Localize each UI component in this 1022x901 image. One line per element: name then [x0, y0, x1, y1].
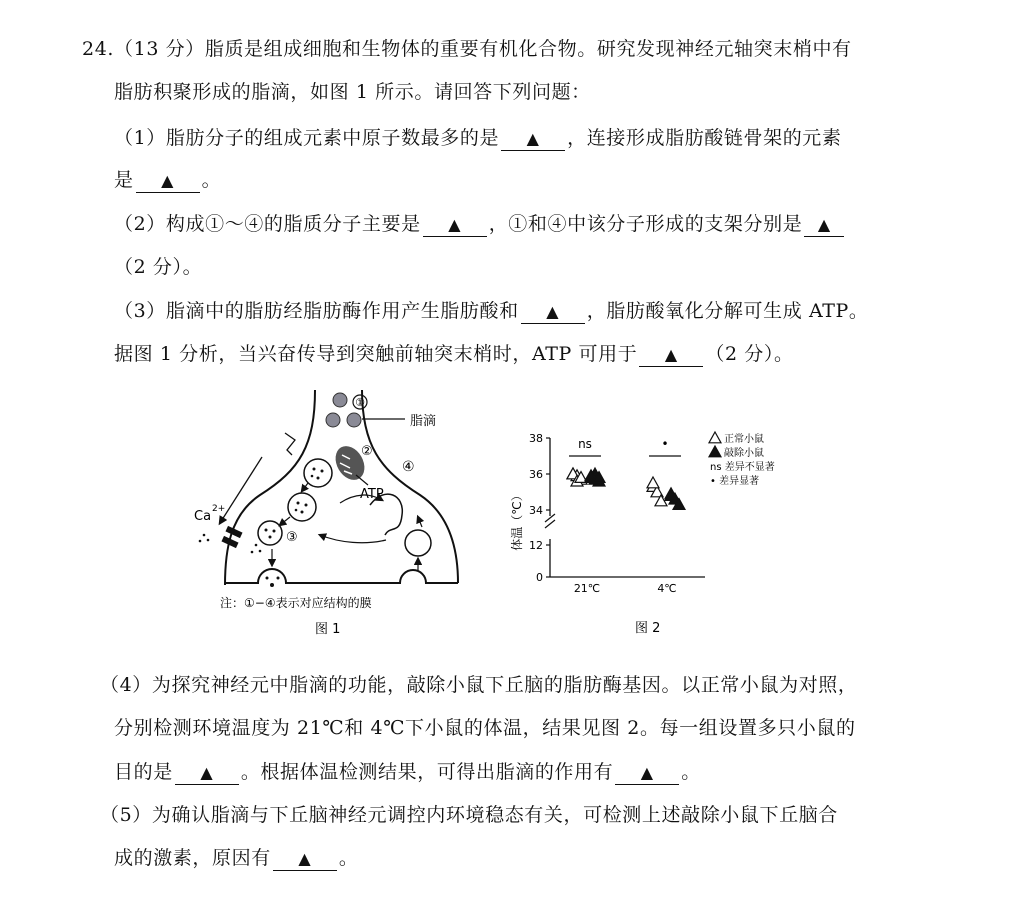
part-4-line-1: [100, 672, 858, 698]
lipid-droplet-2: [326, 413, 340, 427]
answer-blank-1[interactable]: [501, 127, 565, 151]
label-calcium-charge: 2+: [212, 504, 226, 514]
label-1: ①: [355, 396, 365, 409]
part-5-line-1: [100, 802, 838, 828]
figure-2-chart: [505, 420, 825, 645]
question-line-1: [82, 36, 852, 62]
label-lipid-droplet: 脂滴: [410, 414, 437, 429]
question-stem-2: 脂肪积聚形成的脂滴，如图 1 所示。请回答下列问题：: [114, 81, 591, 103]
significance-label: •: [661, 437, 669, 451]
label-3: ③: [286, 530, 298, 545]
part-2-text-c: （2 分）。: [114, 256, 203, 278]
answer-blank-5[interactable]: [521, 300, 585, 324]
vesicle-middle: [288, 493, 316, 521]
question-line-2: [114, 79, 591, 105]
answer-blank-3[interactable]: [423, 213, 487, 237]
part-1-text-d: 。: [201, 169, 222, 191]
part-4-text-a: （4）为探究神经元中脂滴的功能，敲除小鼠下丘脑的脂肪酶基因。以正常小鼠为对照，: [100, 674, 858, 696]
blank-mark: ▲: [161, 171, 175, 190]
significance-label: ns: [578, 437, 592, 451]
answer-blank-4[interactable]: [804, 213, 844, 237]
y-axis-label: 体温（℃）: [510, 489, 524, 551]
y-tick-label: 34: [529, 504, 543, 517]
part-4-text-d: 。根据体温检测结果，可得出脂滴的作用有: [240, 761, 614, 783]
figure-2-caption: 图 2: [635, 621, 661, 636]
lipid-droplet-1: [333, 393, 347, 407]
blank-mark: ▲: [448, 215, 462, 234]
part-4-text-b: 分别检测环境温度为 21℃和 4℃下小鼠的体温，结果见图 2。每一组设置多只小鼠的: [114, 717, 856, 739]
part-2-text-b: ，①和④中该分子形成的支架分别是: [488, 213, 803, 235]
part-2-line-1: [114, 211, 846, 237]
answer-blank-9[interactable]: [273, 847, 337, 871]
part-4-line-3: [114, 759, 701, 785]
part-5-text-c: 。: [338, 847, 359, 869]
label-calcium: Ca: [194, 509, 212, 524]
recycled-vesicle: [405, 530, 431, 556]
vesicle-lower: [258, 521, 282, 545]
part-3-text-a: （3）脂滴中的脂肪经脂肪酶作用产生脂肪酸和: [114, 300, 519, 322]
part-2-text-a: （2）构成①～④的脂质分子主要是: [114, 213, 421, 235]
y-tick-label: 38: [529, 432, 543, 445]
answer-blank-8[interactable]: [615, 761, 679, 785]
part-4-line-2: [114, 715, 856, 741]
legend-item: ns 差异不显著: [710, 462, 775, 473]
lipid-droplet-3: [347, 413, 361, 427]
part-5-line-2: [114, 845, 358, 871]
part-3-text-c: 据图 1 分析，当兴奋传导到突触前轴突末梢时，ATP 可用于: [114, 343, 638, 365]
part-5-text-a: （5）为确认脂滴与下丘脑神经元调控内环境稳态有关，可检测上述敲除小鼠下丘脑合: [100, 804, 838, 826]
answer-blank-6[interactable]: [639, 343, 703, 367]
part-1-text-a: （1）脂肪分子的组成元素中原子数最多的是: [114, 127, 500, 149]
legend-item: • 差异显著: [710, 476, 760, 487]
y-tick-label: 36: [529, 468, 543, 481]
answer-blank-2[interactable]: [136, 169, 200, 193]
normal-mouse-point: [647, 477, 659, 488]
label-2: ②: [361, 444, 373, 459]
part-4-text-e: 。: [681, 761, 701, 783]
part-3-line-2: [114, 341, 794, 367]
part-1-line-2: [114, 167, 221, 193]
blank-mark: ▲: [664, 345, 678, 364]
y-tick-label: 0: [536, 571, 543, 584]
vesicle-top: [304, 459, 332, 487]
legend-open-triangle-icon: [709, 432, 721, 443]
blank-mark: ▲: [640, 763, 654, 782]
part-1-text-b: ，连接形成脂肪酸链骨架的元素: [567, 127, 842, 149]
part-3-text-b: ，脂肪酸氧化分解可生成 ATP。: [586, 300, 869, 322]
x-tick-label: 4℃: [657, 582, 677, 595]
y-tick-label: 12: [529, 539, 543, 552]
part-2-line-2: [114, 254, 202, 280]
part-3-line-1: [114, 298, 868, 324]
part-5-text-b: 成的激素，原因有: [114, 847, 271, 869]
label-atp: ATP: [360, 487, 384, 502]
blank-mark: ▲: [298, 849, 312, 868]
question-score: （13 分）: [114, 38, 205, 60]
legend-item: 敲除小鼠: [724, 448, 764, 459]
legend-item: 正常小鼠: [724, 434, 764, 445]
answer-blank-7[interactable]: [175, 761, 239, 785]
figure-1-caption: 图 1: [315, 622, 341, 637]
blank-mark: ▲: [546, 302, 560, 321]
blank-mark: ▲: [526, 129, 540, 148]
terminal-membrane-left: [225, 390, 315, 585]
blank-mark: ▲: [817, 215, 831, 234]
part-4-text-c: 目的是: [114, 761, 173, 783]
figure-1-synapse-diagram: [190, 385, 490, 645]
part-1-line-1: [114, 125, 842, 151]
part-3-text-d: （2 分）。: [705, 343, 794, 365]
presynaptic-membrane: [225, 569, 458, 583]
blank-mark: ▲: [200, 763, 214, 782]
x-tick-label: 21℃: [573, 582, 601, 595]
legend-filled-triangle-icon: [709, 446, 721, 457]
question-number: 24.: [82, 38, 115, 60]
part-1-text-c: 是: [114, 169, 134, 191]
figure-1-note: 注：①−④表示对应结构的膜: [220, 596, 372, 610]
question-stem-1: 脂质是组成细胞和生物体的重要有机化合物。研究发现神经元轴突末梢中有: [204, 38, 852, 60]
label-4: ④: [402, 459, 415, 475]
